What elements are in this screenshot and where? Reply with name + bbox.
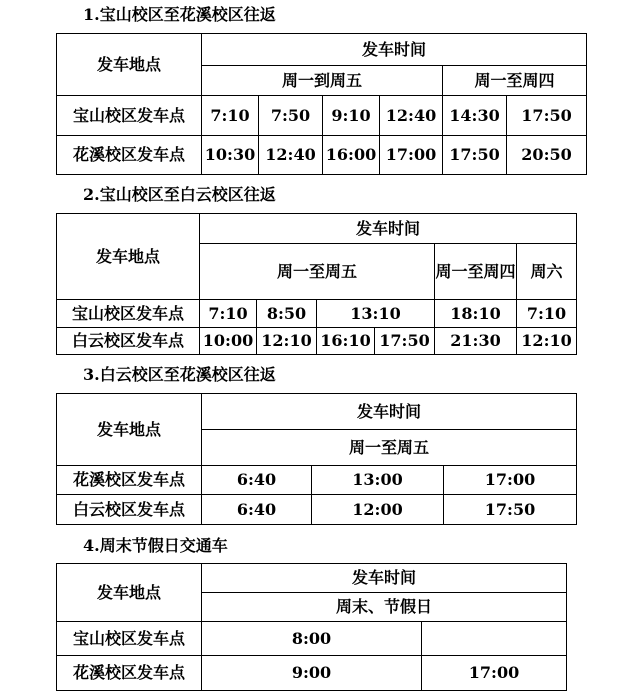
time-header: 发车时间 — [202, 394, 577, 430]
time-cell: 12:10 — [517, 328, 577, 355]
time-cell: 7:10 — [202, 96, 259, 136]
location-cell: 花溪校区发车点 — [57, 466, 202, 495]
time-cell: 13:00 — [312, 466, 444, 495]
time-cell: 7:50 — [259, 96, 323, 136]
time-cell: 12:40 — [380, 96, 443, 136]
time-cell — [422, 622, 567, 656]
time-cell: 16:10 — [317, 328, 375, 355]
time-cell: 20:50 — [507, 136, 587, 175]
time-cell: 9:10 — [323, 96, 380, 136]
location-cell: 宝山校区发车点 — [57, 300, 200, 328]
section-3-title: 3.白云校区至花溪校区往返 — [83, 365, 276, 384]
location-cell: 宝山校区发车点 — [57, 622, 202, 656]
time-cell: 6:40 — [202, 495, 312, 525]
schedule-table-3 — [56, 393, 577, 525]
section-2-title: 2.宝山校区至白云校区往返 — [83, 185, 276, 204]
schedule-table-1 — [56, 33, 587, 175]
time-cell: 13:10 — [317, 300, 435, 328]
location-header: 发车地点 — [57, 34, 202, 96]
weekday-group-header — [435, 244, 517, 300]
time-cell: 7:10 — [200, 300, 257, 328]
time-cell: 21:30 — [435, 328, 517, 355]
time-cell: 7:10 — [517, 300, 577, 328]
location-cell: 宝山校区发车点 — [57, 96, 202, 136]
time-cell: 12:10 — [257, 328, 317, 355]
section-1-title: 1.宝山校区至花溪校区往返 — [83, 5, 276, 24]
time-cell: 16:00 — [323, 136, 380, 175]
location-header: 发车地点 — [57, 394, 202, 466]
time-header: 发车时间 — [202, 34, 587, 66]
weekday-group-header: 周六 — [517, 244, 577, 300]
time-cell: 14:30 — [443, 96, 507, 136]
schedule-table-2 — [56, 213, 577, 355]
weekday-group-header: 周一至周四 — [443, 66, 587, 96]
time-cell: 17:00 — [422, 656, 567, 691]
weekday-group-header: 周一到周五 — [202, 66, 443, 96]
time-cell: 17:50 — [444, 495, 577, 525]
time-cell: 8:50 — [257, 300, 317, 328]
location-header: 发车地点 — [57, 214, 200, 300]
time-cell: 17:50 — [375, 328, 435, 355]
time-cell: 12:00 — [312, 495, 444, 525]
location-cell: 白云校区发车点 — [57, 328, 200, 355]
location-cell: 花溪校区发车点 — [57, 656, 202, 691]
weekday-group-header: 周一至周五 — [202, 430, 577, 466]
time-cell: 17:50 — [443, 136, 507, 175]
time-cell: 12:40 — [259, 136, 323, 175]
time-header: 发车时间 — [200, 214, 577, 244]
time-cell: 17:00 — [444, 466, 577, 495]
time-cell: 17:50 — [507, 96, 587, 136]
time-cell: 6:40 — [202, 466, 312, 495]
location-header: 发车地点 — [57, 564, 202, 622]
location-cell: 花溪校区发车点 — [57, 136, 202, 175]
time-cell: 9:00 — [202, 656, 422, 691]
time-cell: 18:10 — [435, 300, 517, 328]
time-header: 发车时间 — [202, 564, 567, 593]
time-cell: 17:00 — [380, 136, 443, 175]
weekday-group-header: 周末、节假日 — [202, 593, 567, 622]
location-cell: 白云校区发车点 — [57, 495, 202, 525]
time-cell: 10:30 — [202, 136, 259, 175]
weekday-group-label: 周一至周四 — [435, 261, 516, 281]
section-4-title: 4.周末节假日交通车 — [83, 536, 228, 555]
time-cell: 8:00 — [202, 622, 422, 656]
schedule-table-4 — [56, 563, 567, 691]
time-cell: 10:00 — [200, 328, 257, 355]
weekday-group-header: 周一至周五 — [200, 244, 435, 300]
